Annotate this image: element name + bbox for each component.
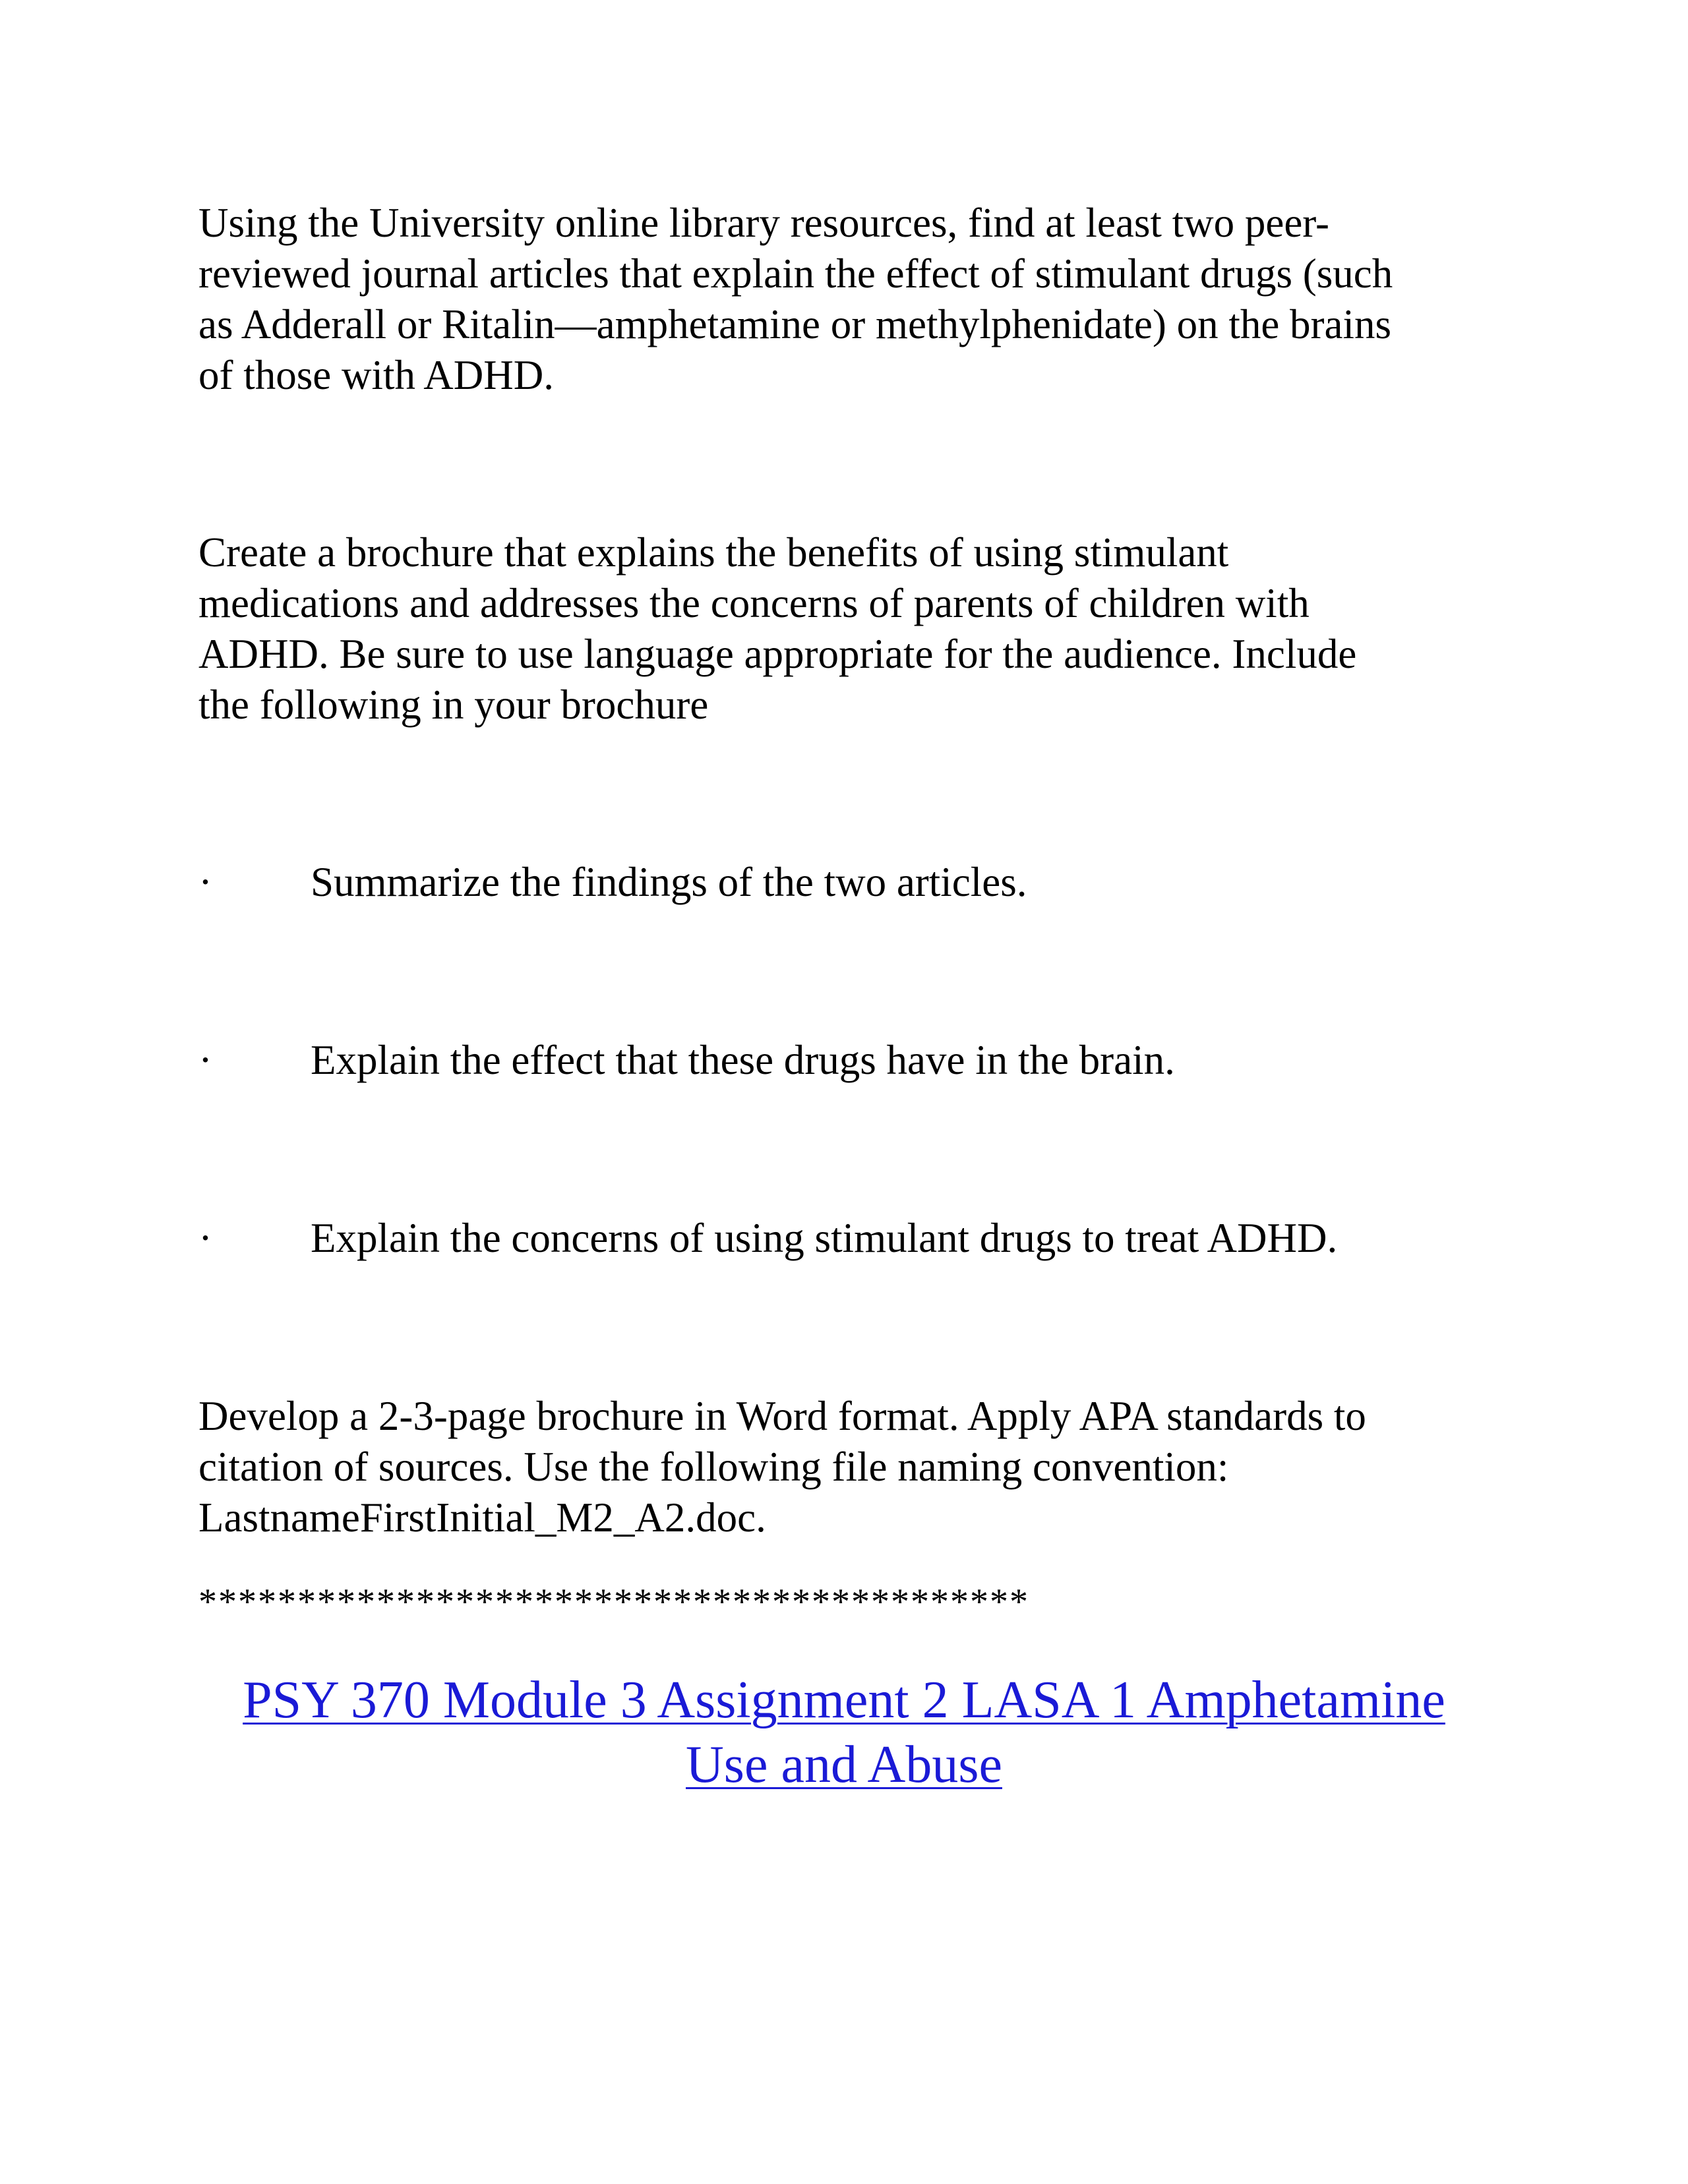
intro-line-1: Using the University online library resources, find at least two peer- [198, 200, 1329, 246]
assignment-link-line-1: PSY 370 Module 3 Assignment 2 LASA 1 Amphetamine [243, 1671, 1445, 1729]
task-line-3: ADHD. Be sure to use language appropriate for the audience. Include [198, 631, 1357, 677]
assignment-link[interactable] [243, 1671, 1445, 1794]
bullet-marker: · [198, 1215, 212, 1261]
bullet-text: Explain the concerns of using stimulant drugs to treat ADHD. [311, 1215, 1338, 1261]
bullet-marker: · [198, 1037, 212, 1083]
assignment-link-block [185, 1668, 1503, 1797]
task-line-4: the following in your brochure [198, 682, 709, 728]
intro-paragraph [198, 198, 1517, 401]
task-paragraph [198, 527, 1517, 730]
intro-line-2: reviewed journal articles that explain the effect of stimulant drugs (such [198, 251, 1393, 297]
bullet-marker: · [198, 859, 212, 905]
task-line-1: Create a brochure that explains the benefits of using stimulant [198, 529, 1229, 576]
bullet-item-summarize [198, 857, 1517, 908]
intro-line-4: of those with ADHD. [198, 352, 554, 398]
develop-line-3: LastnameFirstInitial_M2_A2.doc. [198, 1494, 766, 1541]
bullet-item-effect [198, 1035, 1517, 1086]
develop-line-2: citation of sources. Use the following file naming convention: [198, 1444, 1229, 1490]
intro-line-3: as Adderall or Ritalin—amphetamine or methylphenidate) on the brains [198, 301, 1392, 347]
bullet-item-concerns [198, 1213, 1517, 1264]
develop-paragraph [198, 1391, 1517, 1543]
assignment-link-line-2: Use and Abuse [686, 1736, 1002, 1794]
bullet-text: Summarize the findings of the two articles. [311, 859, 1027, 905]
bullet-text: Explain the effect that these drugs have in the brain. [311, 1037, 1175, 1083]
task-line-2: medications and addresses the concerns of parents of children with [198, 580, 1310, 626]
asterisk-separator: ****************************************** [198, 1581, 1029, 1622]
develop-line-1: Develop a 2-3-page brochure in Word format. Apply APA standards to [198, 1393, 1366, 1439]
